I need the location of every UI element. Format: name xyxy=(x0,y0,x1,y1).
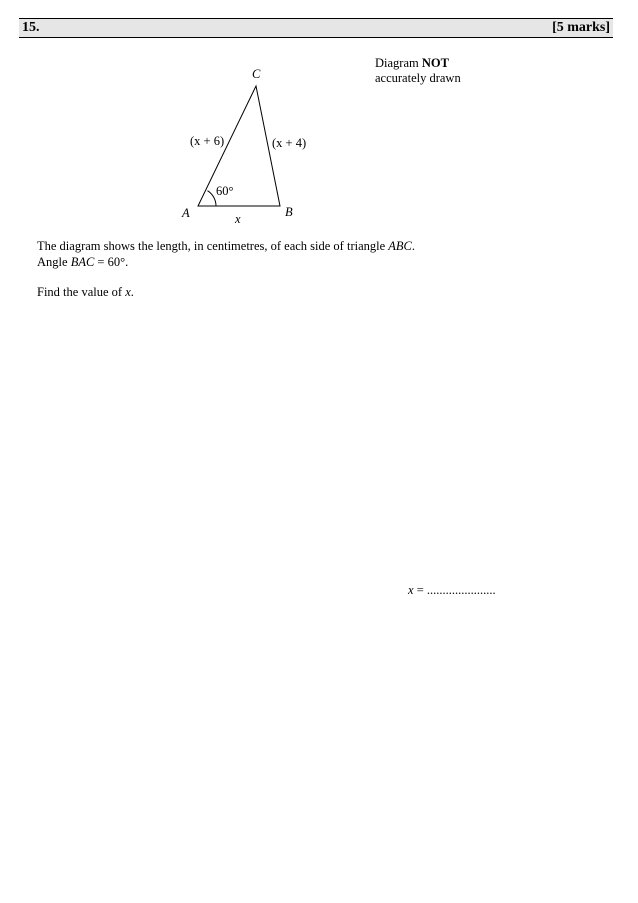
vertex-c-label: C xyxy=(252,67,261,81)
angle-label: 60° xyxy=(216,184,234,198)
side-ac-label: (x + 6) xyxy=(190,134,225,148)
line1-suffix: . xyxy=(411,239,416,253)
note-not: NOT xyxy=(421,56,449,70)
answer-equals: = xyxy=(413,583,427,597)
question-line-3 xyxy=(37,284,134,300)
line1-italic: ABC xyxy=(388,239,412,253)
answer-variable: x xyxy=(408,583,414,597)
answer-dots[interactable]: ...................... xyxy=(426,583,496,597)
line2-text: Angle xyxy=(37,255,71,269)
note-line2: accurately drawn xyxy=(375,71,461,85)
angle-arc xyxy=(208,191,217,206)
line3-suffix: . xyxy=(130,285,134,299)
side-bc-label: (x + 4) xyxy=(272,136,307,150)
line1-text: The diagram shows the length, in centimetres, of each side of triangle xyxy=(37,239,389,253)
question-line-2 xyxy=(37,254,128,270)
vertex-a-label: A xyxy=(182,206,190,220)
line3-italic: x xyxy=(125,285,131,299)
answer-line[interactable] xyxy=(408,583,496,598)
line2-italic: BAC xyxy=(70,255,95,269)
line3-text: Find the value of xyxy=(37,285,126,299)
question-marks: [5 marks] xyxy=(552,20,610,35)
line2-suffix: = 60°. xyxy=(94,255,129,269)
note-prefix: Diagram xyxy=(375,56,422,70)
question-line-1 xyxy=(37,238,415,254)
vertex-b-label: B xyxy=(285,205,293,219)
question-number: 15. xyxy=(22,20,40,35)
side-ab-label: x xyxy=(235,212,241,226)
